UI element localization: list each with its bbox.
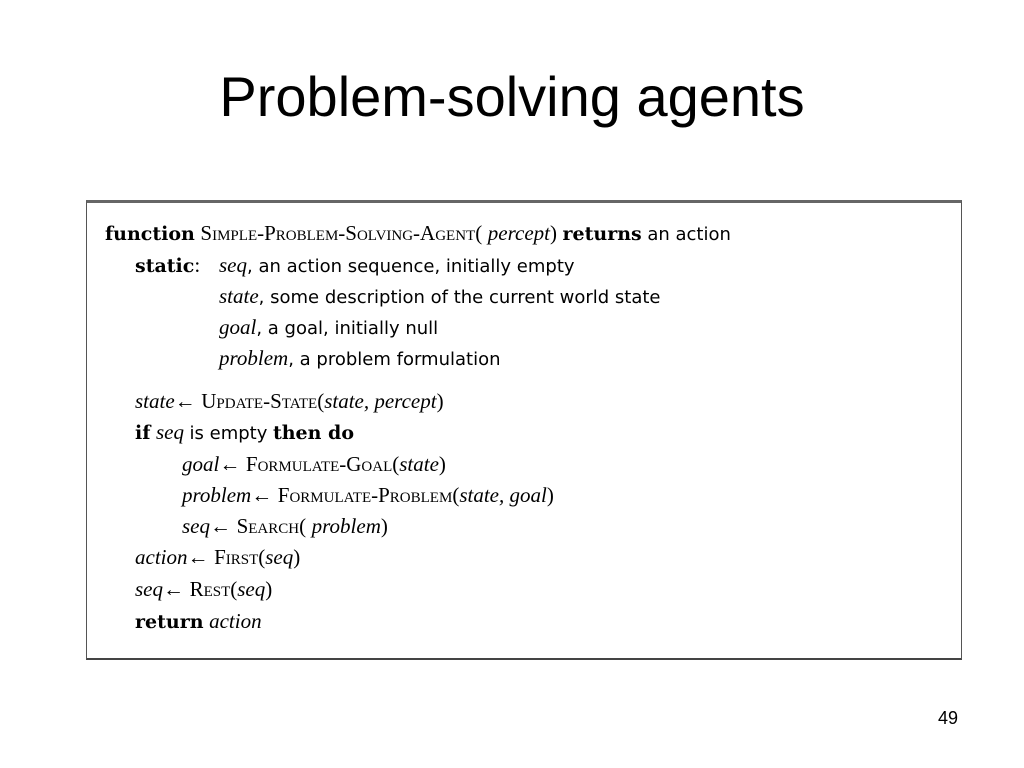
call-args: state, goal	[459, 483, 547, 507]
arrow-symbol: ←	[251, 483, 273, 507]
keyword-if: if	[135, 422, 151, 444]
var-desc: , some description of the current world state	[258, 287, 661, 308]
paren-open: (	[452, 483, 460, 507]
keyword-static: static	[135, 255, 195, 277]
static-label-line	[135, 251, 200, 280]
paren-close: )	[438, 452, 446, 476]
var-desc: , a problem formulation	[288, 349, 501, 370]
page-number: 49	[938, 708, 959, 728]
paren-open: (	[317, 389, 325, 413]
paren-close: )	[380, 514, 388, 538]
function-header-line	[105, 219, 731, 249]
return-var: action	[209, 609, 262, 633]
slide-title: Problem-solving agents	[219, 65, 805, 128]
if-text: is empty	[189, 423, 268, 444]
static-var-state	[219, 282, 661, 312]
call-args: seq	[237, 577, 266, 601]
keyword-then-do: then do	[272, 422, 355, 444]
call-name: Formulate-Goal	[245, 452, 393, 476]
assign-lhs: state	[135, 389, 175, 413]
call-args: state	[399, 452, 439, 476]
var-desc: , a goal, initially null	[256, 318, 439, 339]
paren-close: )	[546, 483, 554, 507]
call-name: Update-State	[201, 389, 318, 413]
var-name: seq	[219, 253, 247, 277]
paren-open: (	[392, 452, 400, 476]
paren-close: )	[293, 545, 301, 569]
param-percept: percept	[487, 221, 550, 245]
keyword-returns: returns	[562, 223, 642, 245]
rest-line	[135, 575, 272, 604]
call-name: Rest	[189, 577, 231, 601]
assign-lhs: seq	[182, 514, 210, 538]
var-name: goal	[219, 315, 257, 339]
static-colon: :	[194, 253, 201, 277]
paren-open: (	[258, 545, 266, 569]
return-line	[135, 607, 262, 636]
formulate-problem-line	[182, 481, 554, 510]
var-desc: , an action sequence, initially empty	[247, 256, 575, 277]
var-name: state	[219, 284, 259, 308]
keyword-function: function	[105, 223, 195, 245]
static-var-seq	[219, 251, 575, 281]
paren-open: (	[299, 514, 307, 538]
call-args: state, percept	[324, 389, 437, 413]
algorithm-box	[86, 200, 962, 660]
if-line	[135, 418, 354, 448]
first-line	[135, 543, 300, 572]
update-state-line	[135, 387, 444, 416]
arrow-symbol: ←	[163, 577, 184, 601]
paren-close: )	[265, 577, 273, 601]
call-name: First	[214, 545, 259, 569]
paren-open: (	[475, 221, 483, 245]
call-args: seq	[265, 545, 294, 569]
formulate-goal-line	[182, 450, 446, 479]
arrow-symbol: ←	[174, 389, 196, 413]
function-name: Simple-Problem-Solving-Agent	[200, 221, 476, 245]
call-args: problem	[311, 514, 381, 538]
assign-lhs: seq	[135, 577, 163, 601]
static-var-problem	[219, 344, 501, 374]
returns-text: an action	[647, 224, 731, 245]
var-name: problem	[219, 346, 289, 370]
arrow-symbol: ←	[219, 452, 241, 476]
call-name: Formulate-Problem	[277, 483, 453, 507]
call-name: Search	[236, 514, 300, 538]
assign-lhs: problem	[182, 483, 252, 507]
arrow-symbol: ←	[187, 545, 209, 569]
assign-lhs: action	[135, 545, 188, 569]
keyword-return: return	[135, 611, 204, 633]
paren-open: (	[230, 577, 238, 601]
arrow-symbol: ←	[210, 514, 231, 538]
if-var: seq	[155, 420, 184, 444]
assign-lhs: goal	[182, 452, 220, 476]
paren-close: )	[549, 221, 557, 245]
static-var-goal	[219, 313, 438, 343]
search-line	[182, 512, 388, 541]
paren-close: )	[436, 389, 444, 413]
